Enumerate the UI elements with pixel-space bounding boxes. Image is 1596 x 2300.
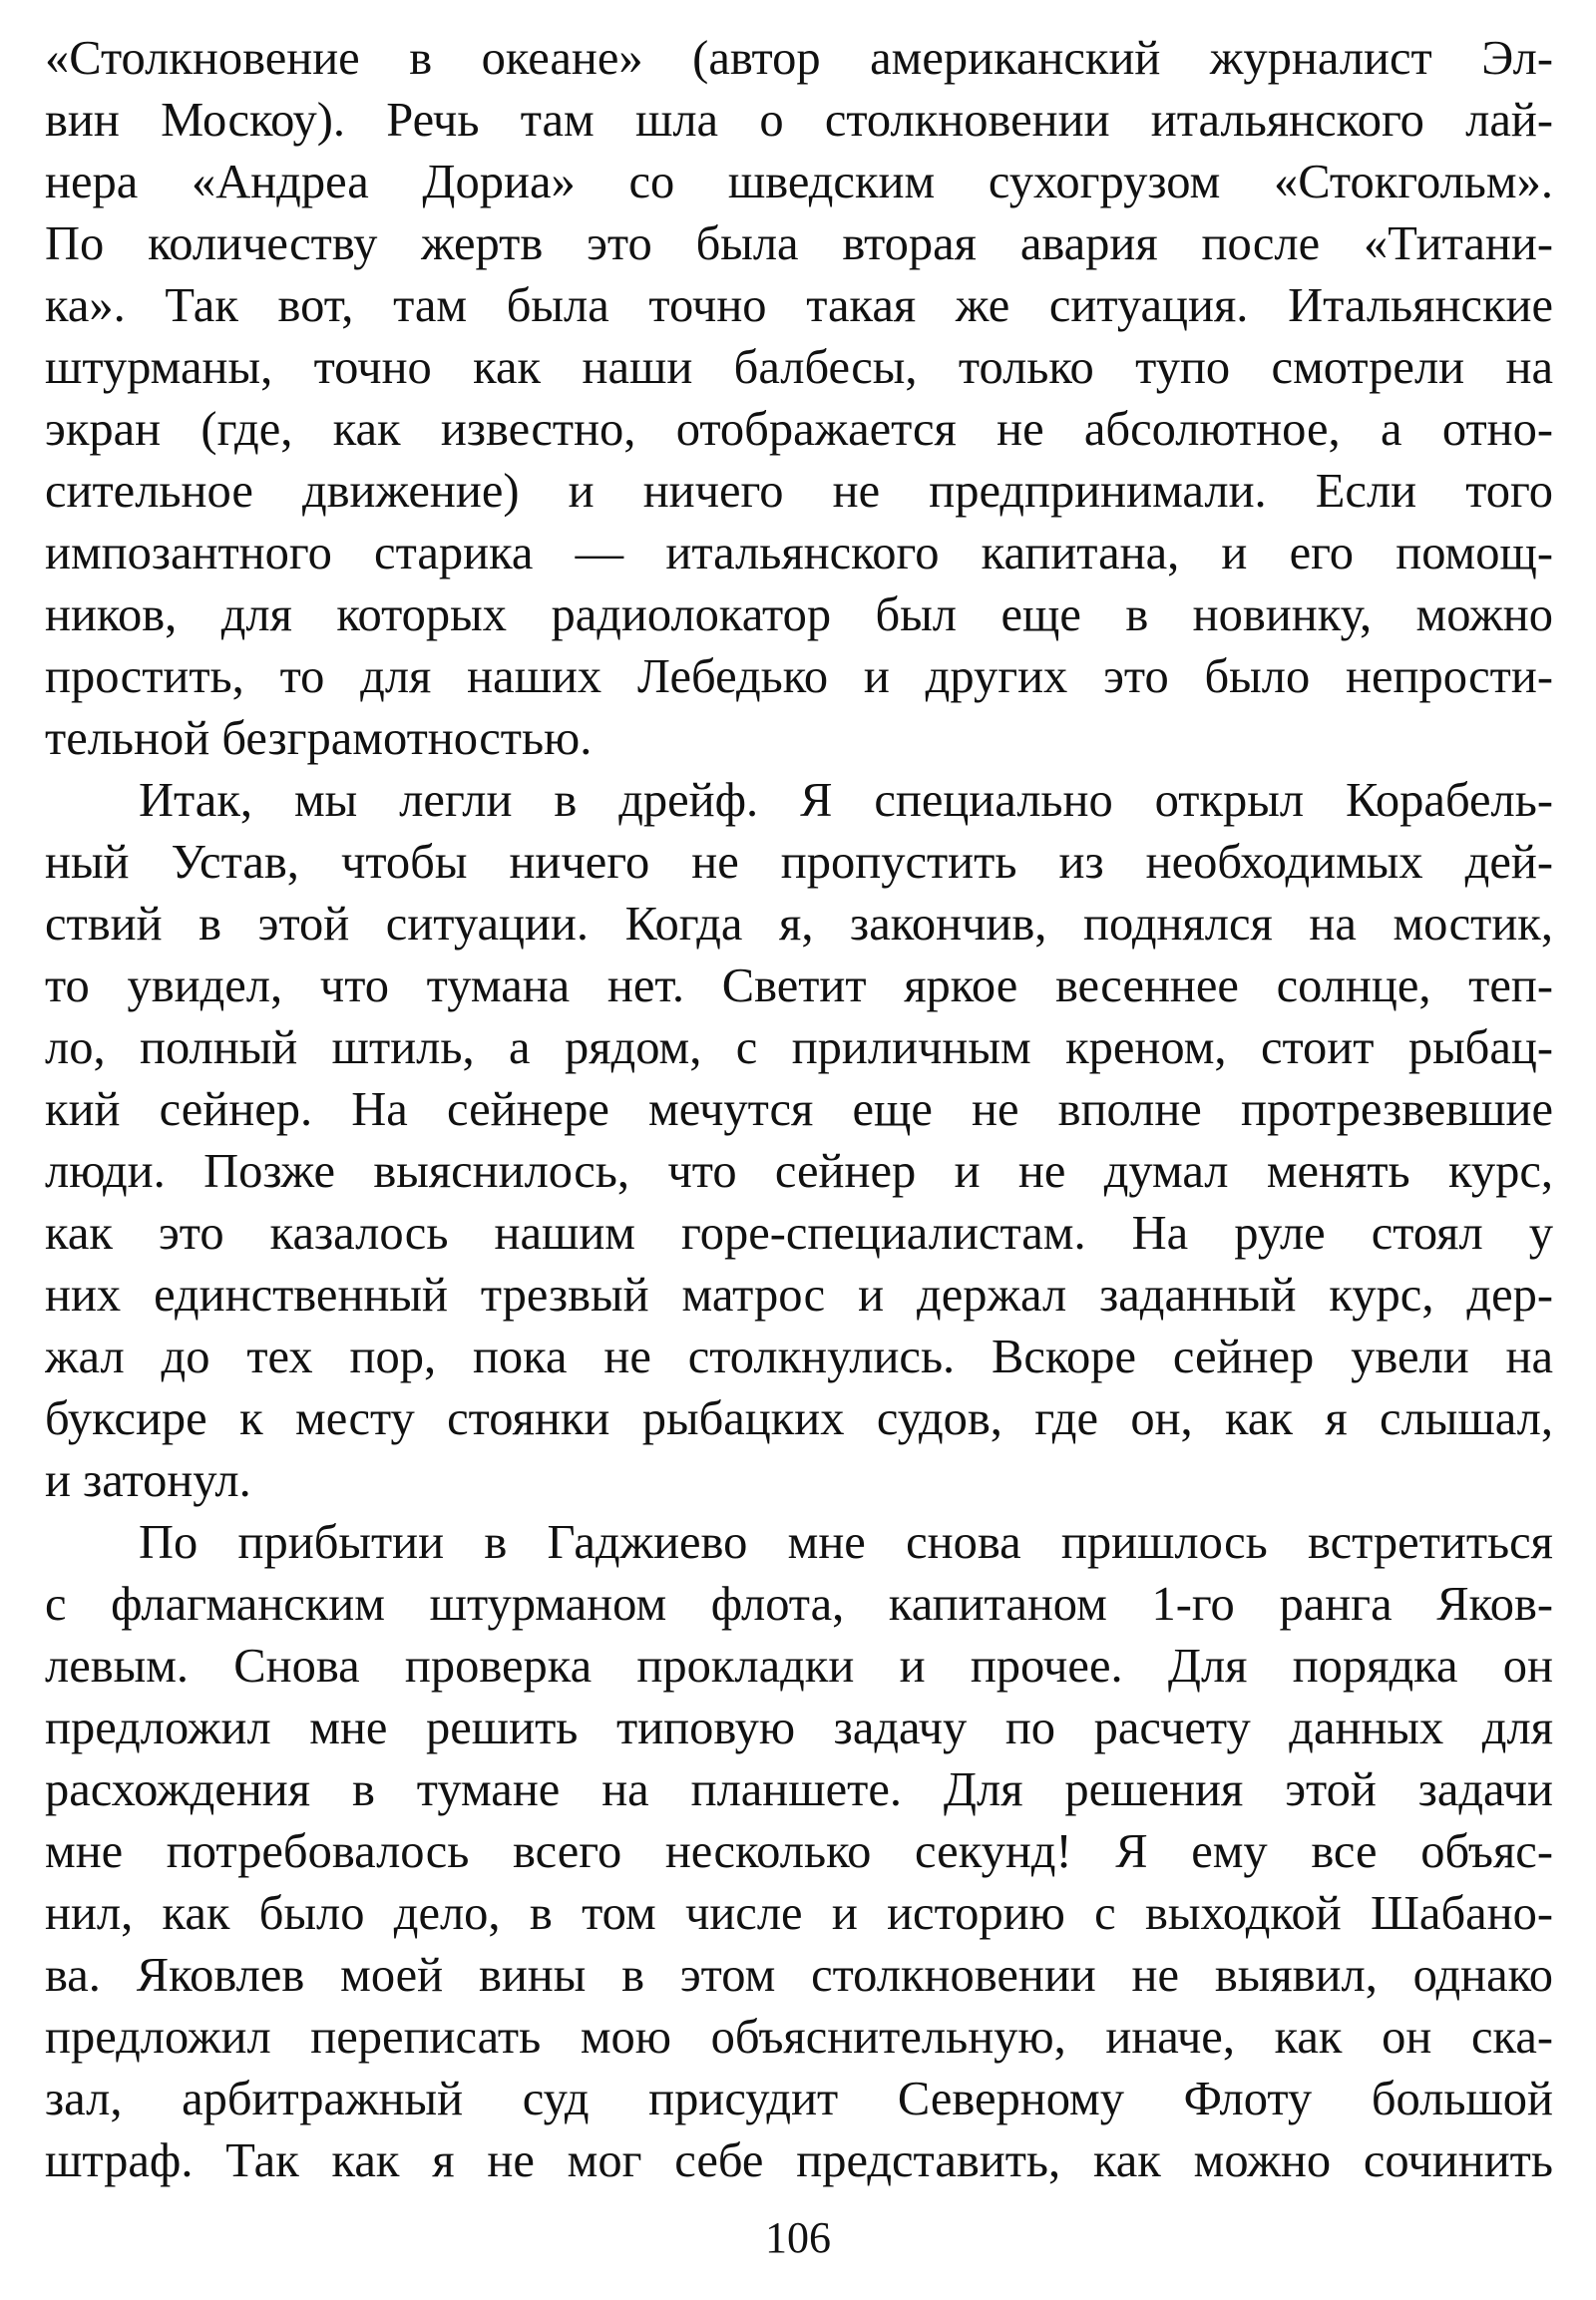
text-line: Итак, мы легли в дрейф. Я специально открыл Корабель-	[139, 774, 1553, 827]
text-line: сительное движение) и ничего не предпринимали. Если того	[45, 465, 1553, 518]
page-number: 106	[765, 2213, 831, 2262]
body-text	[45, 28, 1553, 2192]
text-line: импозантного старика — итальянского капитана, и его помощ-	[45, 527, 1553, 579]
text-line: с флагманским штурманом флота, капитаном 1-го ранга Яков-	[45, 1578, 1553, 1631]
text-line: «Столкновение в океане» (автор американский журналист Эл-	[45, 32, 1553, 85]
text-line: и затонул.	[45, 1454, 251, 1507]
text-line: ка». Так вот, там была точно такая же ситуация. Итальянские	[45, 279, 1553, 332]
text-line: как это казалось нашим горе-специалистам. На руле стоял у	[45, 1207, 1553, 1260]
text-line: люди. Позже выяснилось, что сейнер и не думал менять курс,	[45, 1145, 1553, 1198]
text-line: них единственный трезвый матрос и держал заданный курс, дер-	[45, 1269, 1553, 1322]
text-line: штурманы, точно как наши балбесы, только тупо смотрели на	[45, 341, 1553, 394]
text-line: экран (где, как известно, отображается не абсолютное, а отно-	[45, 403, 1553, 456]
text-line: ников, для которых радиолокатор был еще в новинку, можно	[45, 588, 1553, 641]
text-line: нил, как было дело, в том числе и историю с выходкой Шабано-	[45, 1887, 1553, 1940]
text-line: нера «Андреа Дориа» со шведским сухогрузом «Стокгольм».	[45, 156, 1553, 208]
text-line: мне потребовалось всего несколько секунд! Я ему все объяс-	[45, 1825, 1553, 1878]
text-line: кий сейнер. На сейнере мечутся еще не вполне протрезвевшие	[45, 1083, 1553, 1136]
text-line: предложил переписать мою объяснительную, иначе, как он ска-	[45, 2011, 1553, 2064]
text-line: ный Устав, чтобы ничего не пропустить из необходимых дей-	[45, 836, 1553, 889]
text-line: По количеству жертв это была вторая авария после «Титани-	[45, 217, 1553, 270]
text-line: жал до тех пор, пока не столкнулись. Вскоре сейнер увели на	[45, 1331, 1553, 1383]
text-line: предложил мне решить типовую задачу по расчету данных для	[45, 1702, 1553, 1754]
text-line: ствий в этой ситуации. Когда я, закончив, поднялся на мостик,	[45, 898, 1553, 951]
text-line: зал, арбитражный суд присудит Северному Флоту большой	[45, 2073, 1553, 2125]
text-line: вин Москоу). Речь там шла о столкновении итальянского лай-	[45, 94, 1553, 147]
text-line: По прибытии в Гаджиево мне снова пришлось встретиться	[139, 1516, 1553, 1569]
text-line: тельной безграмотностью.	[45, 712, 593, 765]
text-line: то увидел, что тумана нет. Светит яркое весеннее солнце, теп-	[45, 959, 1553, 1012]
text-line: ло, полный штиль, а рядом, с приличным креном, стоит рыбац-	[45, 1021, 1553, 1074]
text-line: ва. Яковлев моей вины в этом столкновении не выявил, однако	[45, 1949, 1553, 2002]
text-line: штраф. Так как я не мог себе представить, как можно сочинить	[45, 2134, 1553, 2187]
text-line: расхождения в тумане на планшете. Для решения этой задачи	[45, 1763, 1553, 1816]
text-line: левым. Снова проверка прокладки и прочее. Для порядка он	[45, 1640, 1553, 1693]
text-line: простить, то для наших Лебедько и других это было непрости-	[45, 650, 1553, 703]
text-line: буксире к месту стоянки рыбацких судов, где он, как я слышал,	[45, 1392, 1553, 1445]
